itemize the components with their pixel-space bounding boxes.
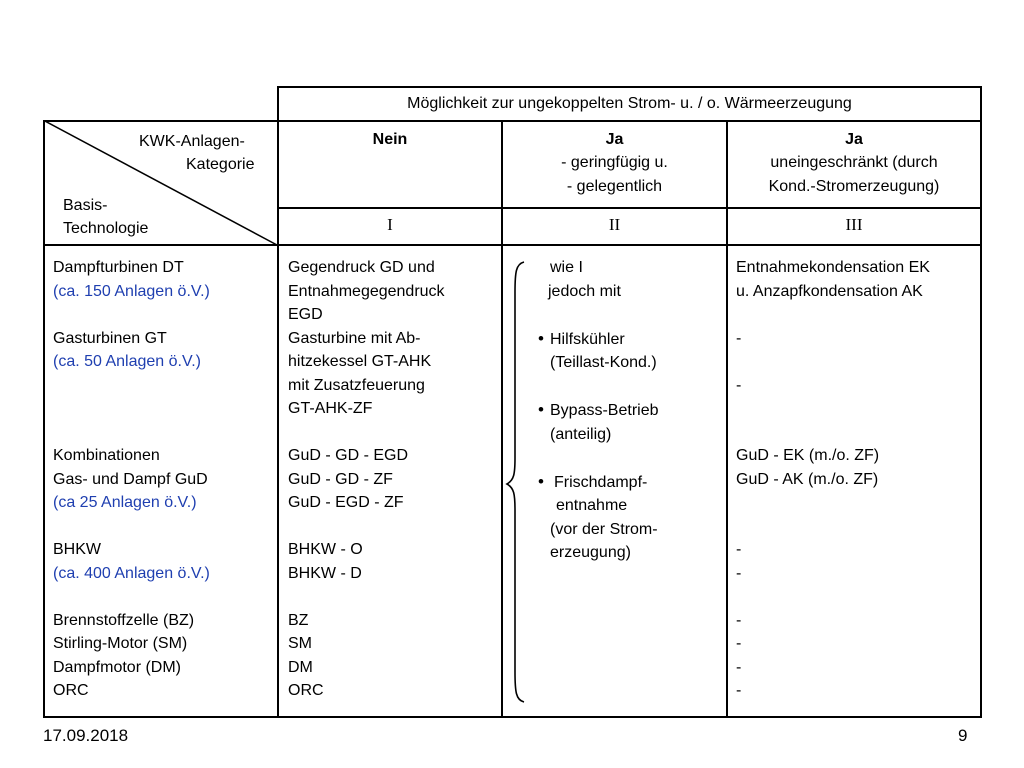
ja-minor-text: (vor der Strom- bbox=[550, 520, 658, 538]
ja-unlimited-item: - bbox=[736, 329, 742, 347]
nein-item: ORC bbox=[288, 682, 324, 699]
ja-unlimited-item: - bbox=[736, 611, 742, 629]
ja-minor-text: entnahme bbox=[556, 497, 628, 514]
nein-item: DM bbox=[288, 658, 313, 676]
nein-item: hitzekessel GT-AHK bbox=[288, 353, 432, 370]
tech-dt-count: (ca. 150 Anlagen ö.V.) bbox=[53, 282, 210, 300]
nein-item: mit Zusatzfeuerung bbox=[288, 376, 425, 394]
nein-item: Entnahmegegendruck bbox=[288, 282, 445, 300]
ja-unlimited-item: - bbox=[736, 682, 742, 699]
column-header-ja-2-sub1: uneingeschränkt (durch bbox=[770, 154, 938, 171]
kwk-category-label-1: KWK-Anlagen- bbox=[139, 133, 245, 150]
nein-item: BZ bbox=[288, 611, 309, 629]
blank-line bbox=[288, 515, 445, 539]
column-header-ja-1-sub2: - gelegentlich bbox=[566, 178, 663, 195]
tech-gt-count: (ca. 50 Anlagen ö.V.) bbox=[53, 353, 201, 370]
column-header-nein: Nein bbox=[372, 131, 408, 148]
table-border-top-header bbox=[277, 86, 982, 88]
blank-line bbox=[538, 303, 659, 327]
blank-line bbox=[736, 421, 930, 445]
tech-combinations: Kombinationen bbox=[53, 447, 160, 464]
nein-list bbox=[288, 256, 445, 703]
ja-unlimited-item: - bbox=[736, 564, 742, 582]
table-border-right bbox=[980, 86, 982, 718]
ja-minor-text: Bypass-Betrieb bbox=[550, 402, 659, 419]
ja-unlimited-item: u. Anzapfkondensation AK bbox=[736, 282, 923, 300]
ja-unlimited-item: GuD - EK (m./o. ZF) bbox=[736, 447, 880, 464]
ja-minor-text: wie I bbox=[550, 259, 583, 276]
footer-date: 17.09.2018 bbox=[43, 726, 129, 745]
tech-sm: Stirling-Motor (SM) bbox=[53, 635, 188, 652]
tech-gud: Gas- und Dampf GuD bbox=[53, 470, 208, 488]
blank-line bbox=[736, 515, 930, 539]
bullet-frischdampf bbox=[538, 470, 659, 495]
blank-line bbox=[538, 446, 659, 470]
blank-line bbox=[736, 303, 930, 327]
blank-line bbox=[288, 585, 445, 609]
bullet-bypass bbox=[538, 398, 659, 423]
column-header-ja-2-sub2: Kond.-Stromerzeugung) bbox=[768, 178, 940, 195]
blank-line bbox=[53, 421, 210, 445]
blank-line bbox=[53, 585, 210, 609]
ja-unlimited-item: GuD - AK (m./o. ZF) bbox=[736, 470, 879, 488]
ja-unlimited-item: - bbox=[736, 376, 742, 394]
nein-item: GuD - EGD - ZF bbox=[288, 494, 404, 511]
blank-line bbox=[736, 491, 930, 515]
basis-tech-label-2: Technologie bbox=[63, 220, 149, 237]
column-header-ja-2: Ja bbox=[845, 131, 863, 148]
nein-item: SM bbox=[288, 635, 312, 652]
blank-line bbox=[53, 303, 210, 327]
ja-minor-text: erzeugung) bbox=[550, 544, 631, 561]
bullet-icon: • bbox=[538, 471, 544, 491]
blank-line bbox=[736, 397, 930, 421]
bullet-icon: • bbox=[538, 400, 544, 419]
bullet-icon: • bbox=[538, 328, 544, 348]
blank-line bbox=[288, 421, 445, 445]
nein-item: Gasturbine mit Ab- bbox=[288, 329, 421, 347]
table-border-col2 bbox=[501, 120, 503, 718]
ja-minor-text: Frischdampf- bbox=[554, 473, 648, 491]
roman-numeral-2: II bbox=[608, 215, 621, 234]
column-header-ja-1-sub1: - geringfügig u. bbox=[561, 154, 668, 171]
footer-page-number: 9 bbox=[958, 726, 968, 745]
nein-item: Gegendruck GD und bbox=[288, 259, 435, 276]
ja-unlimited-item: - bbox=[736, 541, 742, 558]
nein-item: GuD - GD - ZF bbox=[288, 470, 393, 488]
table-border-col3 bbox=[726, 120, 728, 718]
base-technology-list bbox=[53, 256, 210, 703]
blank-line bbox=[53, 515, 210, 539]
table-border-row2 bbox=[277, 207, 982, 209]
ja-minor-text: (anteilig) bbox=[550, 425, 612, 443]
tech-gud-count: (ca 25 Anlagen ö.V.) bbox=[53, 494, 197, 511]
nein-item: BHKW - D bbox=[288, 564, 362, 582]
roman-numeral-3: III bbox=[845, 215, 863, 234]
ja-unlimited-item: - bbox=[736, 658, 742, 676]
tech-orc: ORC bbox=[53, 682, 89, 699]
nein-item: BHKW - O bbox=[288, 541, 363, 558]
tech-bhkw-count: (ca. 400 Anlagen ö.V.) bbox=[53, 564, 210, 582]
ja-unlimited-item: Entnahmekondensation EK bbox=[736, 259, 930, 276]
kwk-category-label-2: Kategorie bbox=[186, 156, 255, 173]
ja-minor-list bbox=[538, 256, 659, 565]
basis-tech-label-1: Basis- bbox=[63, 197, 108, 214]
tech-bhkw: BHKW bbox=[53, 541, 101, 558]
ja-unlimited-item: - bbox=[736, 635, 742, 652]
nein-item: EGD bbox=[288, 306, 323, 323]
tech-dm: Dampfmotor (DM) bbox=[53, 658, 182, 676]
bullet-hilfskuehler bbox=[538, 327, 659, 352]
ja-minor-text: (Teillast-Kond.) bbox=[550, 354, 657, 371]
ja-minor-text: jedoch mit bbox=[548, 282, 621, 300]
blank-line bbox=[538, 375, 659, 399]
tech-bz: Brennstoffzelle (BZ) bbox=[53, 611, 195, 629]
blank-line bbox=[736, 350, 930, 374]
nein-item: GuD - GD - EGD bbox=[288, 447, 409, 464]
nein-item: GT-AHK-ZF bbox=[288, 400, 373, 417]
blank-line bbox=[53, 397, 210, 421]
blank-line bbox=[736, 585, 930, 609]
ja-minor-text: Hilfskühler bbox=[550, 330, 625, 348]
blank-line bbox=[53, 374, 210, 398]
column-header-ja-1: Ja bbox=[605, 131, 624, 148]
roman-numeral-1: I bbox=[387, 215, 393, 234]
ja-unlimited-list bbox=[736, 256, 930, 703]
table-border-bottom bbox=[43, 716, 982, 718]
table-caption: Möglichkeit zur ungekoppelten Strom- u. / o. Wärmeerzeugung bbox=[407, 95, 852, 112]
tech-gt: Gasturbinen GT bbox=[53, 329, 167, 347]
tech-dt: Dampfturbinen DT bbox=[53, 259, 184, 276]
